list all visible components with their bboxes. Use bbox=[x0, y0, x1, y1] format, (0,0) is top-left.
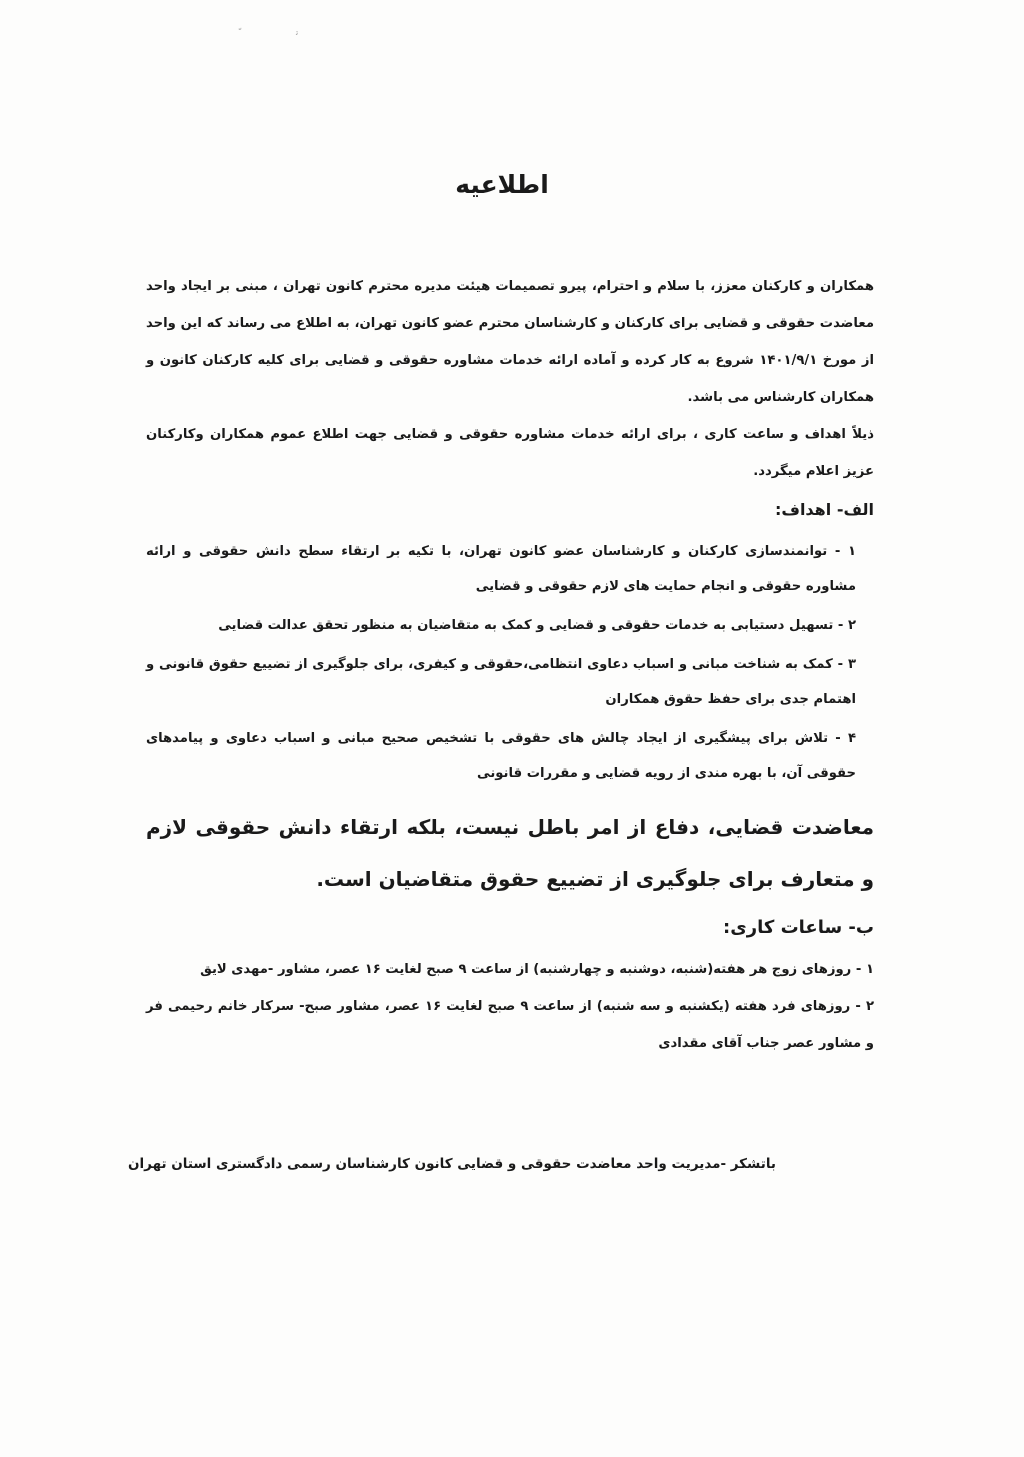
shift-odd-days bbox=[146, 988, 874, 1062]
goal-item: ۴ - تلاش برای پیشگیری از ایجاد چالش های حقوقی با تشخیص صحیح مبانی و اسباب دعاوی و پیامدهای حقوقی آن، با بهره مندی از رویه قضایی و مقررات قانونی bbox=[146, 731, 856, 781]
shift-details: (یکشنبه و سه شنبه) از ساعت ۹ صبح لغایت ۱۶ عصر، مشاور صبح- bbox=[299, 999, 730, 1014]
shift-number: ۲ - bbox=[855, 999, 875, 1014]
greeting: همکاران و کارکنان معزز، bbox=[710, 279, 875, 294]
intro-paragraph bbox=[146, 268, 874, 416]
shift-number: ۱ - bbox=[855, 962, 874, 977]
goal-item: ۱ - توانمندسازی کارکنان و کارشناسان عضو کانون تهران، با تکیه بر ارتقاء سطح دانش حقوقی و ارائه مشاوره حقوقی و انجام حمایت های لازم حقوقی و قضایی bbox=[146, 544, 856, 594]
signature: باتشکر -مدیریت واحد معاضدت حقوقی و قضایی کانون کارشناسان رسمی دادگستری استان تهران bbox=[128, 1156, 776, 1172]
highlight-statement: معاضدت قضایی، دفاع از امر باطل نیست، بلکه ارتقاء دانش حقوقی لازم و متعارف برای جلوگیری از تضییع حقوق متقاضیان است. bbox=[146, 815, 874, 891]
shift-afternoon-advisor: و مشاور عصر جناب آقای مقدادی bbox=[658, 1036, 874, 1051]
shift-details: (شنبه، دوشنبه و چهارشنبه) از ساعت ۹ صبح لغایت ۱۶ عصر، مشاور - bbox=[267, 962, 714, 977]
hours-heading: ب- ساعات کاری: bbox=[723, 917, 874, 938]
intro-text: با سلام و احترام، پیرو تصمیمات هیئت مدیره محترم کانون تهران ، مبنی بر ایجاد واحد معاضدت حقوقی و قضایی برای کارکنان و کارشناسان محترم عضو کانون تهران، به اطلاع می رساند که این واحد از مورخ ۱۴۰۱/۹/۱ شروع به کار کرده و آماده ارائه خدمات مشاوره حقوقی و قضایی برای کلیه کارکنان کانون و همکاران کارشناس می باشد. bbox=[146, 279, 875, 405]
goal-item: ۲ - تسهیل دستیابی به خدمات حقوقی و قضایی و کمک به متقاضیان به منظور تحقق عدالت قضایی bbox=[218, 618, 856, 633]
shift-advisor: سرکار خانم رحیمی فر bbox=[146, 999, 294, 1014]
intro-paragraph-2: ذیلاً اهداف و ساعت کاری ، برای ارائه خدمات مشاوره حقوقی و قضایی جهت اطلاع عموم همکاران وکارکنان عزیز اعلام میگردد. bbox=[146, 427, 874, 479]
shift-even-days bbox=[146, 951, 874, 988]
shift-advisor: مهدی لایق bbox=[200, 962, 268, 977]
notice-title: اطلاعیه bbox=[455, 170, 549, 199]
intro-section bbox=[146, 268, 874, 490]
notice-body bbox=[146, 268, 874, 1062]
scan-marks bbox=[238, 28, 318, 38]
scan-mark: ﺗ bbox=[296, 28, 299, 37]
shift-days: روزهای زوج هر هفته bbox=[713, 962, 852, 977]
goal-item: ۳ - کمک به شناخت مبانی و اسباب دعاوی انتظامی،حقوقی و کیفری، برای جلوگیری از تضییع حقوق قانونی و اهتمام جدی برای حفظ حقوق همکاران bbox=[146, 657, 856, 707]
shift-days: روزهای فرد هفته bbox=[734, 999, 851, 1014]
goals-heading: الف- اهداف: bbox=[774, 500, 874, 519]
